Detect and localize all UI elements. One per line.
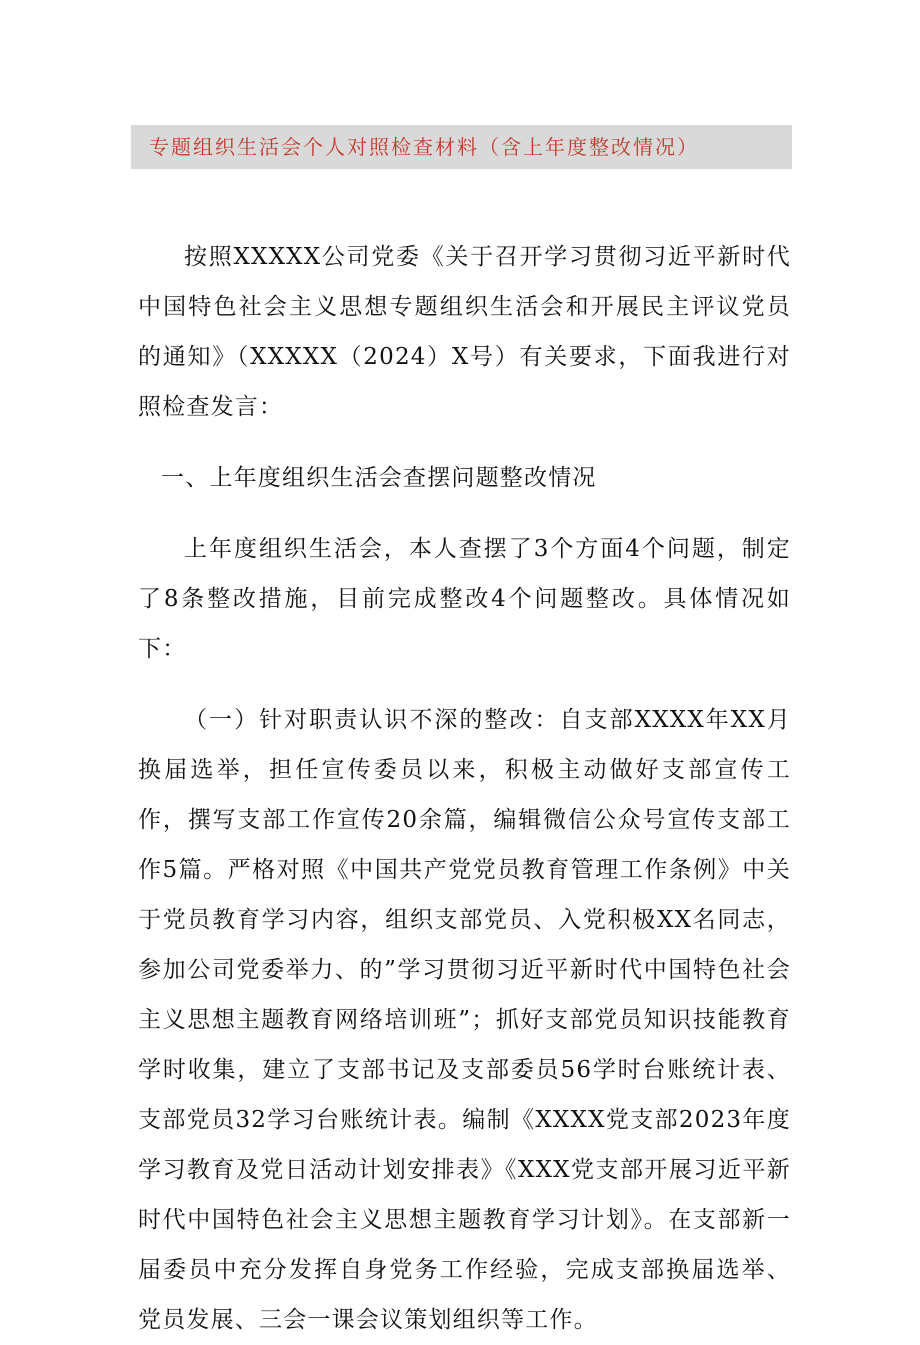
intro-paragraph: 按照XXXXX公司党委《关于召开学习贯彻习近平新时代中国特色社会主义思想专题组织生活会和开展民主评议党员的通知》（XXXXX（2024）X号）有关要求，下面我进行对照检查发言： <box>138 244 791 420</box>
rectification-item-paragraph: （一）针对职责认识不深的整改：自支部XXXX年XX月换届选举，担任宣传委员以来，积极主动做好支部宣传工作，撰写支部工作宣传20余篇，编辑微信公众号宣传支部工作5篇。严格对照《中国共产党党员教育管理工作条例》中关于党员教育学习内容，组织支部党员、入党积极XX名同志，参加公司党委举力、的”学习贯彻习近平新时代中国特色社会主义思想主题教育网络培训班”；抓好支部党员知识技能教育学时收集，建立了支部书记及支部委员56学时台账统计表、支部党员32学习台账统计表。编制《XXXX党支部2023年度学习教育及党日活动计划安排表》《XXX党支部开展习近平新时代中国特色社会主义思想主题教育学习计划》。在支部新一届委员中充分发挥自身党务工作经验，完成支部换届选举、党员发展、三会一课会议策划组织等工作。 <box>138 707 791 1333</box>
document-title-bar <box>131 125 792 169</box>
section-heading: 一、上年度组织生活会查摆问题整改情况 <box>161 465 597 491</box>
summary-paragraph: 上年度组织生活会，本人查摆了3个方面4个问题，制定了8条整改措施，目前完成整改4个问题整改。具体情况如下： <box>138 536 791 662</box>
document-title: 专题组织生活会个人对照检查材料（含上年度整改情况） <box>149 135 699 159</box>
document-body <box>138 232 791 1345</box>
